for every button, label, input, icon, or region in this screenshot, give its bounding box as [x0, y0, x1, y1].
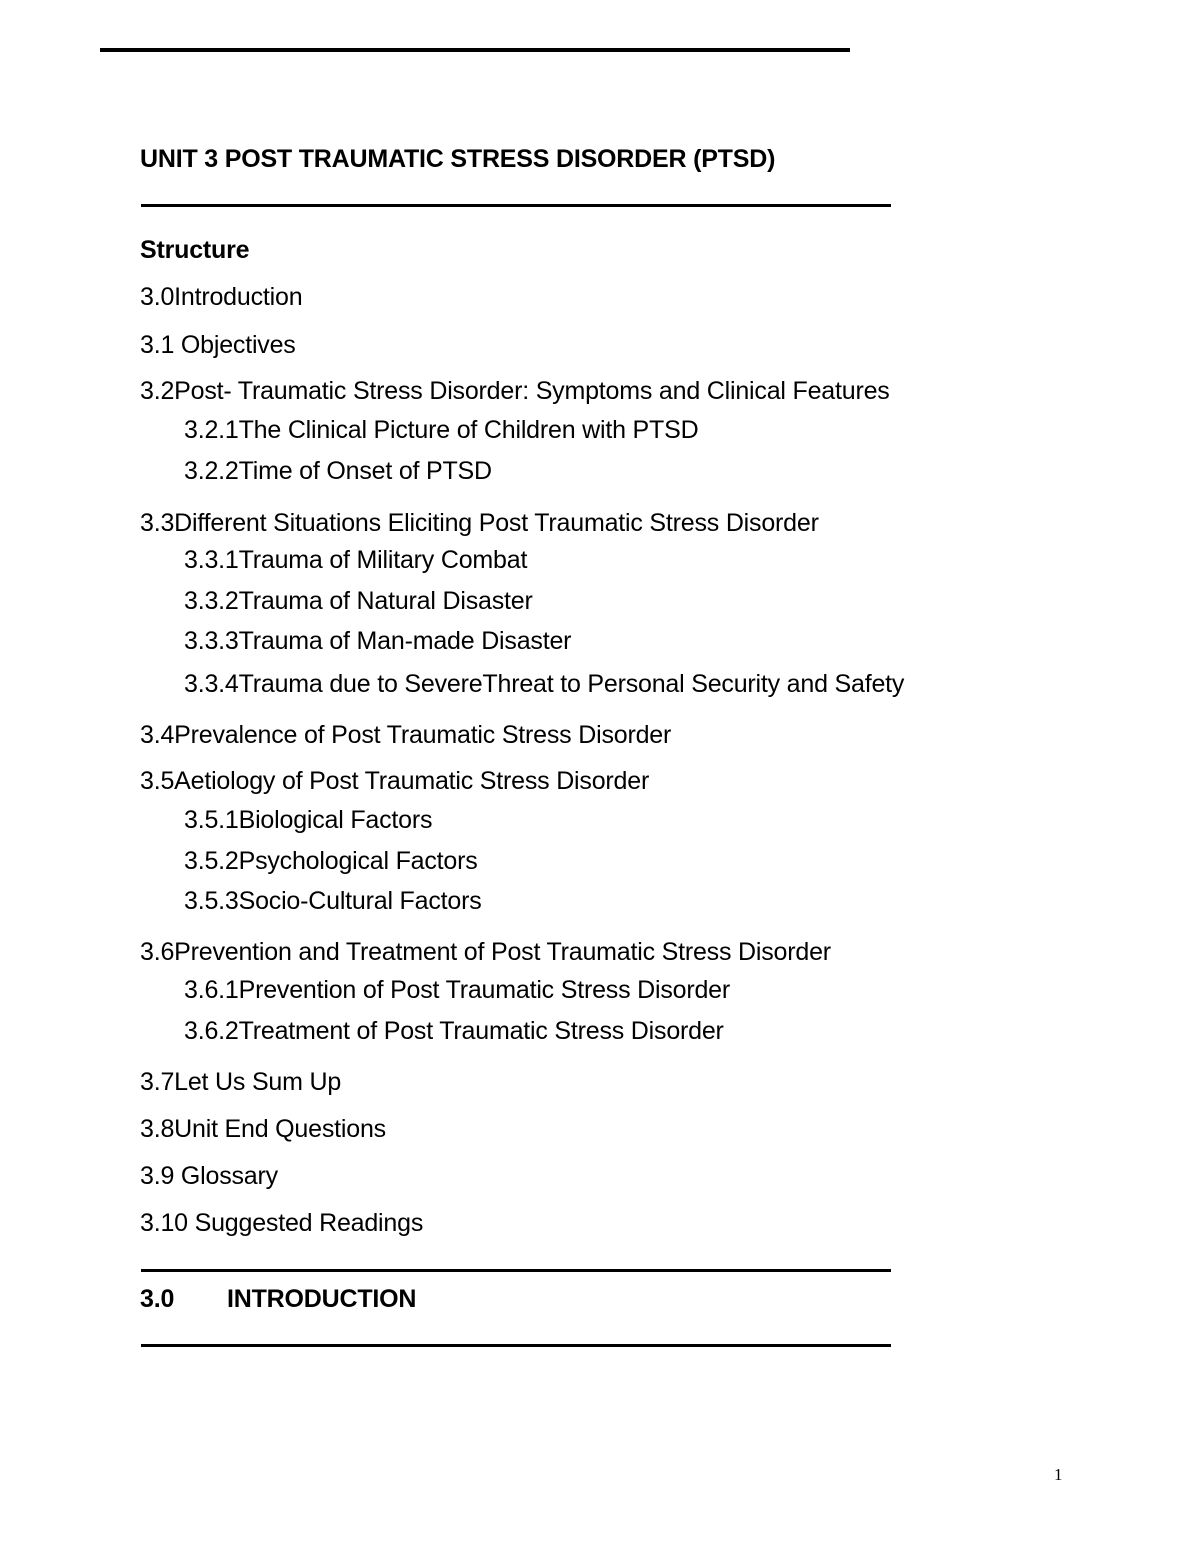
- toc-item-3-5: 3.5Aetiology of Post Traumatic Stress Disorder: [140, 767, 650, 795]
- toc-item-3-9: 3.9 Glossary: [140, 1162, 278, 1190]
- toc-item-3-0: 3.0Introduction: [140, 283, 303, 311]
- toc-item-3-4: 3.4Prevalence of Post Traumatic Stress Disorder: [140, 721, 672, 749]
- toc-item-3-2: 3.2Post- Traumatic Stress Disorder: Symptoms and Clinical Features: [140, 377, 890, 405]
- toc-item-3-3-2: 3.3.2Trauma of Natural Disaster: [184, 587, 533, 615]
- toc-item-3-6-2: 3.6.2Treatment of Post Traumatic Stress Disorder: [184, 1017, 724, 1045]
- section-top-rule: [141, 1269, 891, 1272]
- toc-item-3-5-1: 3.5.1Biological Factors: [184, 806, 433, 834]
- section-bottom-rule: [141, 1344, 891, 1347]
- structure-heading: Structure: [140, 236, 250, 264]
- toc-item-3-1: 3.1 Objectives: [140, 331, 296, 359]
- section-number: 3.0: [140, 1285, 175, 1313]
- toc-item-3-3-4: 3.3.4Trauma due to SevereThreat to Personal Security and Safety: [184, 670, 905, 698]
- toc-item-3-7: 3.7Let Us Sum Up: [140, 1068, 342, 1096]
- toc-item-3-3-1: 3.3.1Trauma of Military Combat: [184, 546, 528, 574]
- toc-item-3-6-1: 3.6.1Prevention of Post Traumatic Stress Disorder: [184, 976, 730, 1004]
- toc-item-3-10: 3.10 Suggested Readings: [140, 1209, 424, 1237]
- toc-item-3-2-2: 3.2.2Time of Onset of PTSD: [184, 457, 492, 485]
- toc-item-3-2-1: 3.2.1The Clinical Picture of Children with PTSD: [184, 416, 699, 444]
- page-number: 1: [1054, 1465, 1063, 1484]
- toc-item-3-8: 3.8Unit End Questions: [140, 1115, 386, 1143]
- toc-item-3-5-2: 3.5.2Psychological Factors: [184, 847, 478, 875]
- title-underline-rule: [141, 204, 891, 207]
- toc-item-3-3: 3.3Different Situations Eliciting Post Traumatic Stress Disorder: [140, 509, 819, 537]
- toc-item-3-5-3: 3.5.3Socio-Cultural Factors: [184, 887, 482, 915]
- unit-title: UNIT 3 POST TRAUMATIC STRESS DISORDER (PTSD): [140, 145, 776, 173]
- top-rule: [100, 48, 850, 52]
- section-title: INTRODUCTION: [227, 1285, 417, 1313]
- toc-item-3-6: 3.6Prevention and Treatment of Post Traumatic Stress Disorder: [140, 938, 831, 966]
- toc-item-3-3-3: 3.3.3Trauma of Man-made Disaster: [184, 627, 572, 655]
